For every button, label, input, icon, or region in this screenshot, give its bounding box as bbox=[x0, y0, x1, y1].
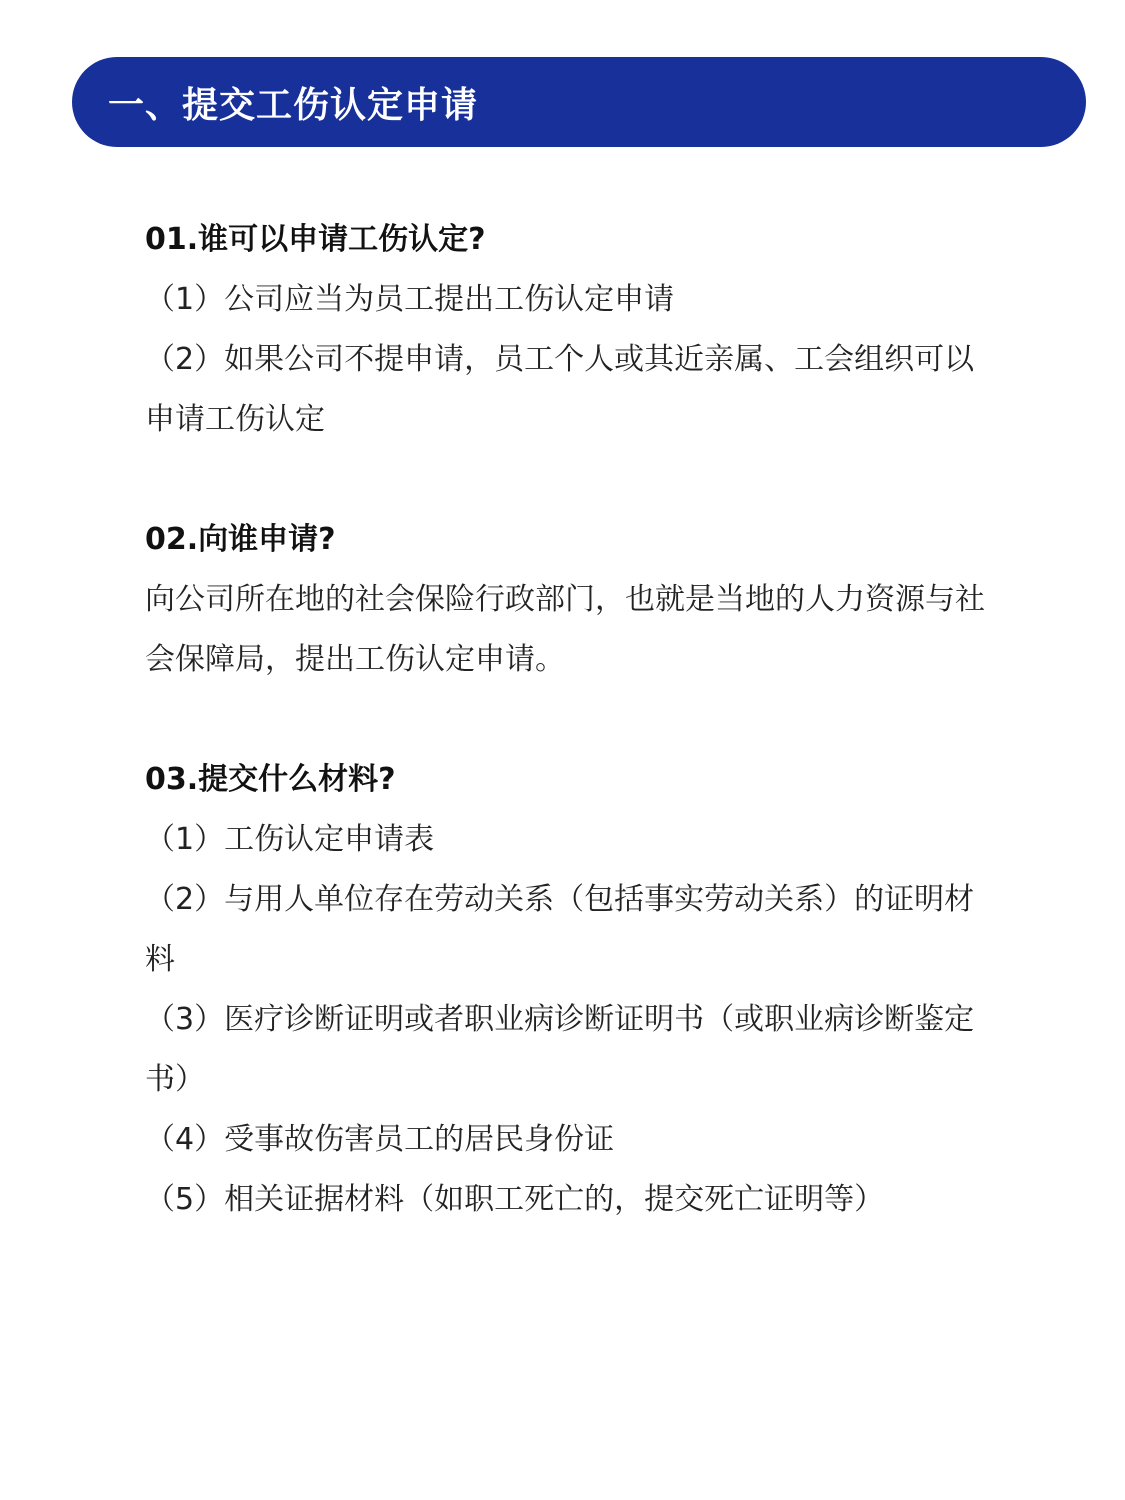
section-materials bbox=[145, 750, 995, 1230]
section-heading: 02.向谁申请? bbox=[145, 522, 336, 557]
section-apply-to-whom bbox=[145, 510, 995, 690]
section-heading: 01.谁可以申请工伤认定? bbox=[145, 222, 486, 257]
section-heading: 03.提交什么材料? bbox=[145, 762, 396, 797]
content-area bbox=[145, 210, 995, 1290]
paragraph: （5）相关证据材料（如职工死亡的，提交死亡证明等） bbox=[145, 1182, 885, 1217]
paragraph: （1）公司应当为员工提出工伤认定申请 bbox=[145, 282, 675, 317]
paragraph: （2）如果公司不提申请，员工个人或其近亲属、工会组织可以申请工伤认定 bbox=[145, 342, 975, 437]
section-who-can-apply bbox=[145, 210, 995, 450]
paragraph: （3）医疗诊断证明或者职业病诊断证明书（或职业病诊断鉴定书） bbox=[145, 1002, 975, 1097]
paragraph: 向公司所在地的社会保险行政部门，也就是当地的人力资源与社会保障局，提出工伤认定申请。 bbox=[145, 582, 985, 677]
paragraph: （1）工伤认定申请表 bbox=[145, 822, 435, 857]
paragraph: （2）与用人单位存在劳动关系（包括事实劳动关系）的证明材料 bbox=[145, 882, 975, 977]
paragraph: （4）受事故伤害员工的居民身份证 bbox=[145, 1122, 615, 1157]
section-banner bbox=[72, 57, 1086, 147]
banner-title: 一、提交工伤认定申请 bbox=[108, 84, 479, 126]
